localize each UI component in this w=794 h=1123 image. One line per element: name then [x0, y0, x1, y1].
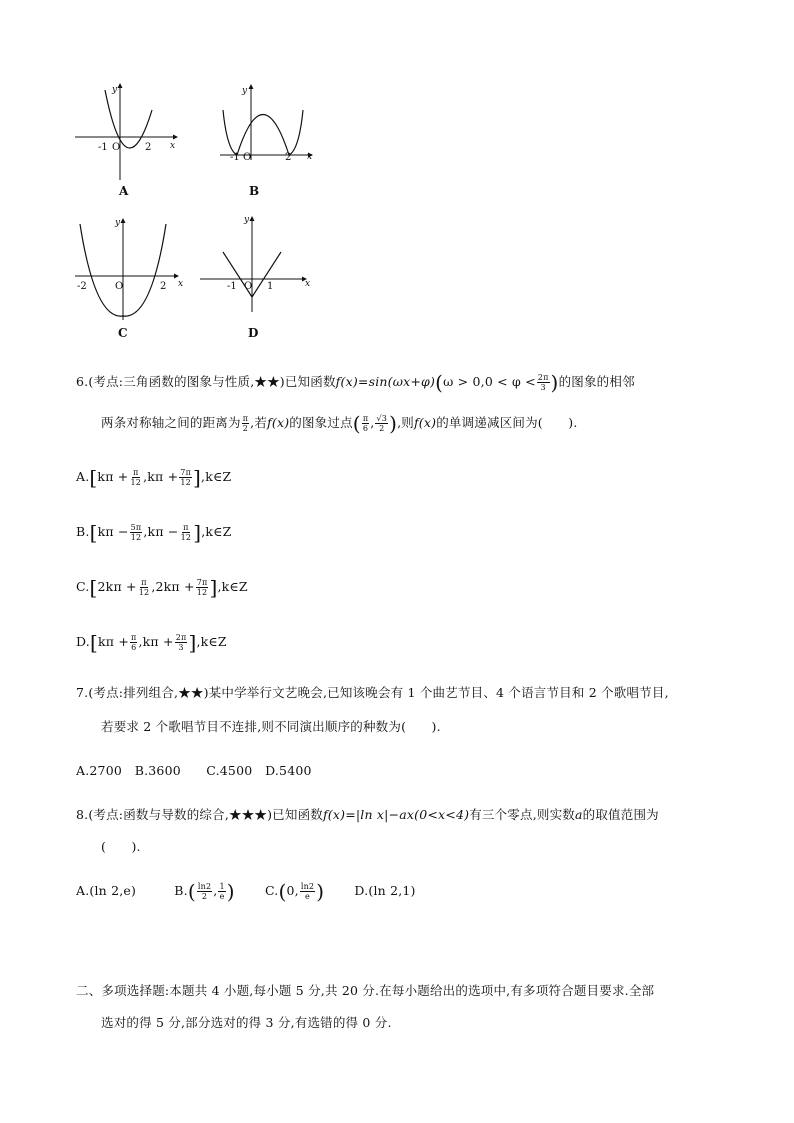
- y-label: y: [115, 218, 121, 228]
- q6-text: 两条对称轴之间的距离为: [101, 415, 241, 430]
- graph-caption: B: [249, 184, 260, 198]
- q6-intro: 6.(考点:三角函数的图象与性质,★★)已知函数: [76, 374, 336, 389]
- section2-line-2: 选对的得 5 分,部分选对的得 3 分,有选错的得 0 分.: [101, 1015, 392, 1030]
- q8-options: [76, 879, 416, 904]
- x-label: x: [305, 279, 311, 289]
- q8-function: f(x)=|ln x|−ax(0<x<4): [322, 807, 470, 822]
- curve: [105, 90, 152, 148]
- tick-2: 2: [145, 142, 152, 153]
- q6-condition: ω > 0,0 < φ <: [443, 374, 536, 389]
- y-label: y: [112, 85, 118, 95]
- q7-line-2: 若要求 2 个歌唱节目不连排,则不同演出顺序的种数为( ).: [101, 719, 441, 734]
- graph-a: [70, 80, 180, 205]
- y-label: y: [242, 86, 248, 96]
- tick-origin: O: [112, 142, 121, 153]
- q8-text: 的取值范围为: [582, 807, 659, 822]
- q6-option-b[interactable]: B.[kπ − $\frac{5\pi}{12}$ ,kπ − $\frac{\pi}{12}$ ],k∈Z: [76, 520, 232, 545]
- fraction: $\frac{\pi}{6}$: [362, 414, 369, 433]
- section2-line-1: 二、多项选择题:本题共 4 小题,每小题 5 分,共 20 分.在每小题给出的选项中,有多项符合题目要求.全部: [76, 983, 655, 998]
- tick-pos-1: 1: [267, 281, 274, 292]
- open-paren: (: [352, 411, 361, 436]
- q8-option-a[interactable]: A.(ln 2,e): [76, 883, 137, 898]
- q6-option-d[interactable]: D.[kπ + $\frac{\pi}{6}$ ,kπ + $\frac{2\pi}{3}$ ],k∈Z: [76, 630, 227, 655]
- q6-line-2: 两条对称轴之间的距离为 $\frac{\pi}{2}$ ,若f(x)的图象过点( $\frac{\pi}{6}$ , $\frac{√3}{2}$ ),则f(x)的单调递减区间为( ).: [101, 411, 578, 436]
- q6-option-a[interactable]: A.[kπ + $\frac{\pi}{12}$ ,kπ + $\frac{7\pi}{12}$ ],k∈Z: [76, 465, 232, 490]
- q8-text: 有三个零点,则实数: [469, 807, 575, 822]
- q6-text: ,若: [250, 415, 268, 430]
- fraction: $\frac{2\pi}{3}$: [537, 373, 549, 392]
- q6-fx: f(x): [267, 415, 290, 430]
- close-paren: ): [550, 370, 559, 395]
- graph-caption: C: [118, 326, 128, 340]
- q7-line-1: 7.(考点:排列组合,★★)某中学举行文艺晚会,已知该晚会有 1 个曲艺节目、4 个语言节目和 2 个歌唱节目,: [76, 685, 669, 700]
- graph-b: [215, 80, 325, 205]
- close-paren: ): [389, 411, 398, 436]
- q8-option-b[interactable]: B.( $\frac{\ln 2}{2}$ , $\frac{1}{e}$ ): [174, 879, 235, 904]
- graph-c: [70, 212, 190, 342]
- tick-origin: O: [244, 281, 253, 292]
- x-label: x: [178, 279, 184, 289]
- q6-intro-tail: 的图象的相邻: [558, 374, 635, 389]
- x-label: x: [307, 152, 313, 162]
- tick-neg-2: -2: [77, 281, 87, 292]
- y-label: y: [244, 215, 250, 225]
- q8-line-1: [76, 805, 659, 823]
- q8-var: a: [574, 807, 583, 822]
- q7-options[interactable]: A.2700 B.3600 C.4500 D.5400: [76, 763, 312, 778]
- graph-d: [195, 212, 315, 342]
- open-paren: (: [435, 370, 444, 395]
- tick-2: 2: [285, 152, 292, 163]
- q6-text: 的单调递减区间为( ).: [436, 415, 578, 430]
- fraction: $\frac{√3}{2}$: [376, 414, 388, 433]
- tick-2: 2: [160, 281, 167, 292]
- q6-line-1: [76, 370, 635, 395]
- tick-origin: O: [243, 152, 252, 163]
- graph-caption: A: [119, 184, 129, 198]
- graph-caption: D: [248, 326, 259, 340]
- curve: [223, 110, 303, 155]
- tick-1: -1: [230, 152, 240, 163]
- q6-text: ,则: [397, 415, 414, 430]
- q8-option-d[interactable]: D.(ln 2,1): [354, 883, 416, 898]
- tick-1: -1: [227, 281, 237, 292]
- q6-option-c[interactable]: C.[2kπ + $\frac{\pi}{12}$ ,2kπ + $\frac{7\pi}{12}$ ],k∈Z: [76, 575, 248, 600]
- q8-option-c[interactable]: C.(0, $\frac{\ln 2}{e}$ ): [264, 879, 325, 904]
- q6-text: 的图象过点: [289, 415, 353, 430]
- fraction: $\frac{\pi}{2}$: [242, 414, 249, 433]
- x-label: x: [170, 141, 176, 151]
- tick-1: -1: [98, 142, 108, 153]
- tick-origin: O: [115, 281, 124, 292]
- q6-function: f(x)=sin(ωx+φ): [335, 374, 436, 389]
- q6-fx: f(x): [413, 415, 437, 430]
- q8-intro: 8.(考点:函数与导数的综合,★★★)已知函数: [76, 807, 323, 822]
- q8-line-2: ( ).: [101, 839, 141, 854]
